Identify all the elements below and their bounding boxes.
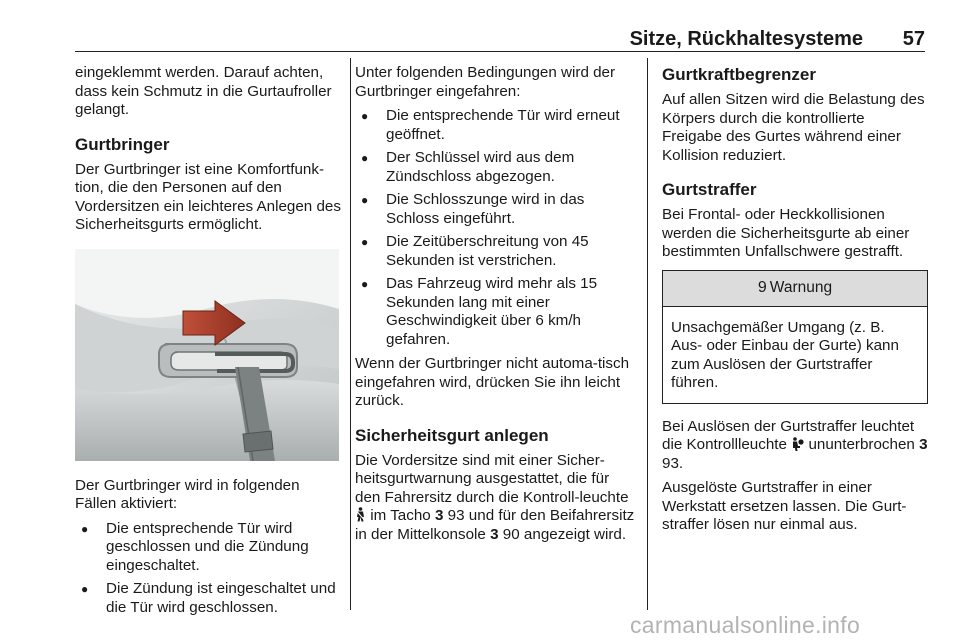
page-reference-icon: 3 [490, 525, 499, 543]
column-3 [662, 64, 928, 541]
warning-title: Warnung [769, 278, 833, 296]
pretensioner-light-paragraph: Bei Auslösen der Gurtstraffer leuchtet die Kontrollleuchte ununterbrochen 3 93. [662, 417, 928, 472]
list-item: ● Die entsprechende Tür wird geschlossen und die Zündung eingeschaltet. [75, 520, 343, 576]
heading-sicherheitsgurt-anlegen: Sicherheitsgurt anlegen [355, 425, 549, 445]
intro-paragraph: eingeklemmt werden. Darauf achten, dass kein Schmutz in die Gurtaufroller gelangt. [75, 64, 332, 118]
column-divider-left [350, 58, 351, 610]
list-item: ● Der Schlüssel wird aus dem Zündschloss abgezogen. [355, 149, 637, 186]
page-reference[interactable]: 93 [447, 507, 465, 524]
warning-triangle-icon: 9 [757, 278, 767, 296]
seatbelt-presenter-illustration [75, 249, 339, 461]
page-header [75, 28, 925, 52]
retraction-list [355, 107, 637, 349]
heading-gurtbringer: Gurtbringer [75, 134, 170, 154]
page-number: 57 [902, 28, 925, 50]
page-title: Sitze, Rückhaltesysteme [629, 28, 863, 50]
list-item: ● Die entsprechende Tür wird erneut geöffnet. [355, 107, 637, 144]
column-divider-right [647, 58, 648, 610]
gurtbringer-paragraph: Der Gurtbringer ist eine Komfortfunk-tion, die den Personen auf den Vordersitzen ein leichteres Anlegen des Sicherheitsgurts ermöglicht. [75, 160, 341, 233]
column-2 [355, 64, 637, 550]
heading-gurtkraftbegrenzer: Gurtkraftbegrenzer [662, 65, 816, 84]
warning-header [663, 271, 927, 307]
replacement-paragraph: Ausgelöste Gurtstraffer in einer Werkstatt ersetzen lassen. Die Gurt-straffer lösen nur einmal aus. [662, 479, 907, 533]
watermark: carmanualsonline.info [630, 612, 861, 638]
activation-list [75, 520, 343, 618]
gurtkraftbegrenzer-paragraph: Auf allen Sitzen wird die Belastung des Körpers durch die kontrollierte Freigabe des Gurtes während einer Kollision reduziert. [662, 91, 925, 164]
page-reference-icon: 3 [919, 436, 928, 453]
belt-warning-paragraph: Die Vordersitze sind mit einer Sicher-heitsgurtwarnung ausgestattet, die für den Fahrersitz durch die Kontroll-leuchte im Tacho 3 93 und für den Beifahrersitz in der Mittelkonsole 3 90 angezeigt wird. [355, 451, 635, 543]
gurtstraffer-paragraph: Bei Frontal- oder Heckkollisionen werden die Sicherheitsgurte ab einer bestimmten Unfallschwere gestrafft. [662, 206, 910, 260]
list-item: ● Das Fahrzeug wird mehr als 15 Sekunden lang mit einer Geschwindigkeit über 6 km/h gefahren. [355, 275, 637, 349]
list-item: ● Die Zündung ist eingeschaltet und die Tür wird geschlossen. [75, 580, 343, 617]
list-item: ● Die Zeitüberschreitung von 45 Sekunden ist verstrichen. [355, 233, 637, 270]
warning-body: Unsachgemäßer Umgang (z. B. Aus- oder Einbau der Gurte) kann zum Auslösen der Gurtstraffer führen. [671, 318, 899, 391]
airbag-warning-icon [791, 437, 804, 451]
page-reference-icon: 3 [434, 507, 444, 524]
manual-retract-paragraph: Wenn der Gurtbringer nicht automa-tisch eingefahren wird, drücken Sie ihn leicht zurück. [355, 355, 630, 409]
page-reference[interactable]: 90 [502, 525, 520, 543]
seatbelt-reminder-icon [355, 507, 366, 522]
warning-box [662, 270, 928, 404]
page-reference[interactable]: 93. [662, 454, 684, 472]
retraction-paragraph: Unter folgenden Bedingungen wird der Gurtbringer eingefahren: [355, 64, 616, 100]
list-item: ● Die Schlosszunge wird in das Schloss eingeführt. [355, 191, 637, 228]
heading-gurtstraffer: Gurtstraffer [662, 180, 757, 199]
activation-paragraph: Der Gurtbringer wird in folgenden Fällen aktiviert: [75, 476, 300, 512]
column-1 [75, 64, 343, 623]
